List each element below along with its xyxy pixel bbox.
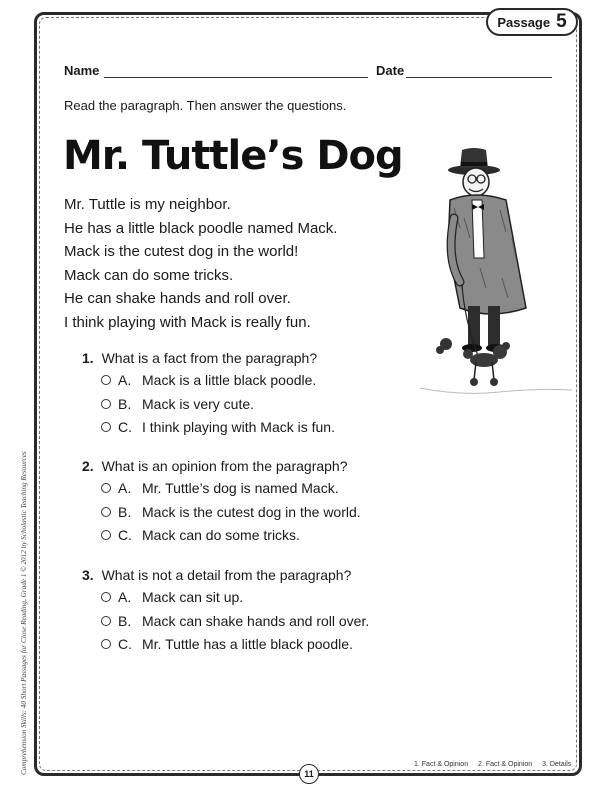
skill-label: 1. Fact & Opinion — [414, 761, 469, 768]
answer-bubble[interactable] — [101, 530, 111, 540]
answer-option-2b[interactable] — [82, 501, 422, 525]
skills-footer — [414, 761, 579, 768]
answer-bubble[interactable] — [101, 616, 111, 626]
question-text: What is an opinion from the paragraph? — [101, 458, 348, 474]
passage-number: 5 — [556, 11, 567, 32]
story-line: Mr. Tuttle is my neighbor. — [64, 196, 231, 213]
passage-tab — [486, 8, 578, 36]
option-text: Mack is very cute. — [142, 395, 255, 412]
answer-bubble[interactable] — [101, 422, 111, 432]
question-3 — [82, 564, 422, 657]
question-number: 3. — [82, 567, 94, 583]
question-1 — [82, 347, 422, 440]
option-letter: C. — [118, 636, 132, 652]
option-text: Mack is the cutest dog in the world. — [142, 503, 361, 520]
instructions: Read the paragraph. Then answer the questions. — [64, 98, 347, 113]
question-number: 2. — [82, 458, 94, 474]
option-text: Mr. Tuttle has a little black poodle. — [142, 636, 353, 652]
name-field[interactable] — [104, 77, 368, 78]
answer-option-2c[interactable] — [82, 524, 422, 548]
option-text: Mack can shake hands and roll over. — [142, 612, 370, 629]
story-line: He has a little black poodle named Mack. — [64, 219, 338, 237]
option-letter: B. — [118, 503, 132, 520]
date-label: Date — [376, 63, 405, 78]
option-letter: C. — [118, 419, 132, 435]
answer-option-1c[interactable] — [82, 416, 422, 440]
skill-label: 2. Fact & Opinion — [478, 761, 533, 768]
name-label: Name — [64, 63, 100, 78]
story-line: I think playing with Mack is really fun. — [64, 313, 311, 331]
copyright-text: Comprehension Skills: 40 Short Passages for Close Reading, Grade 1 © 2012 by Scholastic Teaching Resources — [20, 451, 28, 775]
option-letter: B. — [118, 395, 132, 412]
answer-bubble[interactable] — [101, 639, 111, 649]
option-text: Mack can sit up. — [142, 589, 244, 605]
name-date-row — [64, 63, 554, 81]
answer-option-1b[interactable] — [82, 393, 422, 417]
answer-bubble[interactable] — [101, 592, 111, 602]
question-number: 1. — [82, 350, 94, 366]
answer-option-3b[interactable] — [82, 610, 422, 634]
answer-option-3c[interactable] — [82, 633, 422, 657]
answer-bubble[interactable] — [101, 507, 111, 517]
date-field[interactable] — [406, 77, 552, 78]
option-text: I think playing with Mack is fun. — [142, 419, 335, 435]
option-letter: A. — [118, 589, 132, 605]
story-paragraph — [64, 193, 394, 335]
option-letter: A. — [118, 480, 132, 496]
option-text: Mr. Tuttle’s dog is named Mack. — [142, 480, 339, 496]
question-text: What is a fact from the paragraph? — [101, 350, 318, 366]
story-line: Mack can do some tricks. — [64, 266, 234, 284]
answer-option-2a[interactable] — [82, 477, 422, 501]
question-2 — [82, 455, 422, 548]
answer-bubble[interactable] — [101, 375, 111, 385]
option-letter: C. — [118, 527, 132, 543]
copyright-credit — [20, 430, 32, 775]
option-letter: A. — [118, 372, 132, 388]
story-line: Mack is the cutest dog in the world! — [64, 243, 299, 261]
option-text: Mack can do some tricks. — [142, 527, 300, 543]
answer-option-1a[interactable] — [82, 369, 422, 393]
story-line: He can shake hands and roll over. — [64, 290, 291, 308]
page-number: 11 — [299, 764, 319, 784]
answer-option-3a[interactable] — [82, 586, 422, 610]
passage-label: Passage — [497, 14, 551, 30]
option-letter: B. — [118, 612, 132, 629]
question-text: What is not a detail from the paragraph? — [101, 567, 352, 583]
option-text: Mack is a little black poodle. — [142, 372, 317, 388]
man-walking-poodle-illustration — [420, 148, 572, 400]
answer-bubble[interactable] — [101, 399, 111, 409]
story-title: Mr. Tuttle’s Dog — [63, 133, 403, 179]
answer-bubble[interactable] — [101, 483, 111, 493]
skill-label: 3. Details — [542, 761, 572, 768]
